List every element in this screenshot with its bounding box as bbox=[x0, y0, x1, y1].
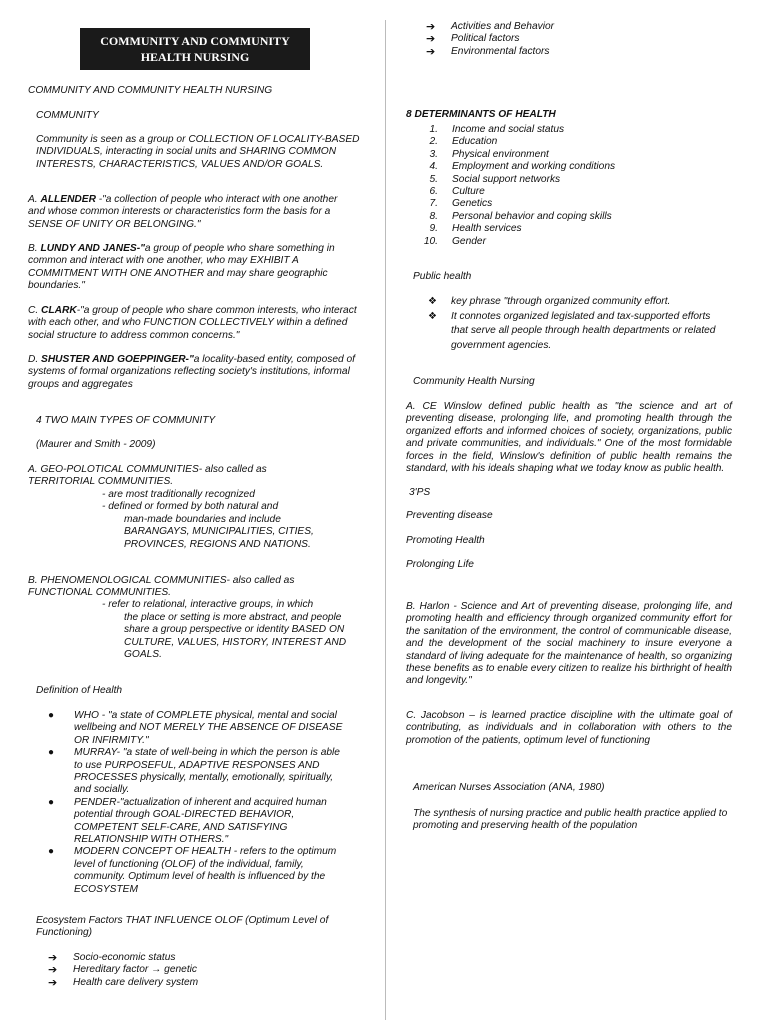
document-title bbox=[80, 28, 310, 70]
ps-item-1: Preventing disease bbox=[406, 510, 493, 521]
arrow-icon: ➔ bbox=[48, 964, 58, 977]
ps-item-3: Prolonging Life bbox=[406, 559, 474, 570]
list-item: ➔ Activities and Behavior bbox=[426, 21, 555, 33]
list-item: 6. Culture bbox=[429, 186, 485, 198]
diamond-icon: ❖ bbox=[428, 310, 437, 322]
list-item: 2. Education bbox=[429, 136, 498, 148]
jacobson-definition: C. Jacobson – is learned practice discipline with the ultimate goal of contributing, as individuals and in collaboration with others to the promotion of the patients, optimum level of functioning bbox=[406, 710, 732, 746]
author-name: LUNDY AND JANES-" bbox=[40, 243, 145, 254]
column-divider bbox=[385, 20, 386, 1020]
ecosystem-heading: Ecosystem Factors THAT INFLUENCE OLOF (Optimum Level of Functioning) bbox=[36, 915, 329, 939]
types-heading: 4 TWO MAIN TYPES OF COMMUNITY bbox=[36, 415, 216, 426]
geo-line-3: man-made boundaries and include BARANGAYS, MUNICIPALITIES, CITIES, PROVINCES, REGIONS AND NATIONS. bbox=[124, 514, 314, 550]
public-health-list bbox=[406, 295, 728, 353]
ecosystem-factors-continued bbox=[406, 21, 554, 58]
ana-definition: The synthesis of nursing practice and public health practice applied to promoting and preserving health of the population bbox=[413, 808, 728, 832]
title-line-1: COMMUNITY AND COMMUNITY bbox=[100, 34, 290, 48]
definition-shuster: D. SHUSTER AND GOEPPINGER-"a locality-based entity, composed of systems of formal organizations reflecting society's institutions, informal groups and aggregates bbox=[28, 354, 355, 390]
arrow-icon: ➔ bbox=[48, 976, 58, 989]
community-label: COMMUNITY bbox=[36, 110, 99, 121]
list-item: 10. Gender bbox=[423, 235, 486, 247]
list-item: ● MODERN CONCEPT OF HEALTH - refers to the optimum level of functioning (OLOF) of the individual, family, community. Optimum level of health is influenced by the ECOSYSTEM bbox=[48, 846, 337, 895]
definition-lundy-janes: B. LUNDY AND JANES-"a group of people who share something in common and interact with one another, who may EXHIBIT A COMMITMENT WITH ONE ANOTHER and may share geographic boundaries." bbox=[28, 243, 335, 292]
phen-line-2: the place or setting is more abstract, and people share a group perspective or identity BASED ON CULTURE, VALUES, HISTORY, INTEREST AND GOALS. bbox=[124, 612, 347, 661]
bullet-icon: ● bbox=[48, 747, 55, 759]
list-item: 7. Genetics bbox=[429, 198, 493, 210]
health-definitions-list bbox=[28, 710, 346, 896]
list-item: ➔ Socio-economic status bbox=[48, 952, 176, 964]
diamond-icon: ❖ bbox=[428, 296, 437, 307]
chn-heading: Community Health Nursing bbox=[413, 376, 535, 387]
geo-line-2: - defined or formed by both natural and bbox=[102, 501, 279, 512]
ana-heading: American Nurses Association (ANA, 1980) bbox=[413, 782, 605, 793]
list-item: ● PENDER-"actualization of inherent and acquired human potential through GOAL-DIRECTED BEHAVIOR, COMPETENT SELF-CARE, AND SATISFYING RELATIONSHIP WITH OTHERS." bbox=[48, 796, 327, 846]
determinants-list bbox=[406, 124, 706, 248]
definition-allender: A. ALLENDER -"a collection of people who interact with one another and whose common interests or characteristics form the basis for a SENSE OF UNITY OR BELONGING." bbox=[28, 194, 338, 230]
list-item: ➔ Political factors bbox=[426, 33, 520, 46]
ps-item-2: Promoting Health bbox=[406, 535, 485, 546]
list-item: ➔ Hereditary factor → genetic bbox=[48, 964, 198, 977]
ecosystem-factors-list bbox=[28, 952, 328, 989]
list-item: 4. Employment and working conditions bbox=[429, 161, 616, 173]
phen-line-1: - refer to relational, interactive groups, in which bbox=[102, 599, 314, 610]
arrow-icon: ➔ bbox=[426, 21, 436, 33]
list-item: ➔ Environmental factors bbox=[426, 45, 550, 58]
list-item: 5. Social support networks bbox=[429, 173, 561, 185]
harlon-definition: B. Harlon - Science and Art of preventing disease, prolonging life, and promoting health and efficiency through organized community effort for the sanitation of the environment, the control of communicable disease, and the development of the social machinery to insure everyone a standard of living adequate for the maintenance of health, so organizing these benefits as to enable every citizen to realize his birthright of health and longevity." bbox=[406, 601, 732, 687]
list-item: ● WHO - "a state of COMPLETE physical, mental and social wellbeing and NOT MERELY THE ABSENCE OF DISEASE OR INFIRMITY." bbox=[48, 710, 343, 746]
health-heading: Definition of Health bbox=[36, 685, 123, 696]
community-intro: Community is seen as a group or COLLECTION OF LOCALITY-BASED INDIVIDUALS, interacting in social units and SHARING COMMON INTERESTS, CHARACTERISTICS, VALUES AND/OR GOALS. bbox=[36, 134, 360, 170]
list-item: ❖ It connotes organized legislated and tax-supported efforts that serve all people through health departments or related government agencies. bbox=[428, 310, 716, 351]
phenomenological-heading: B. PHENOMENOLOGICAL COMMUNITIES- also called as FUNCTIONAL COMMUNITIES. bbox=[28, 575, 295, 599]
geo-political-heading: A. GEO-POLOTICAL COMMUNITIES- also called as TERRITORIAL COMMUNITIES. bbox=[28, 464, 267, 488]
arrow-icon: ➔ bbox=[48, 952, 58, 964]
list-item: ❖ key phrase "through organized community effort. bbox=[406, 295, 728, 310]
list-item: ➔ Health care delivery system bbox=[48, 976, 199, 989]
author-name: CLARK bbox=[41, 305, 77, 316]
list-item: 3. Physical environment bbox=[429, 148, 549, 160]
winslow-definition: A. CE Winslow defined public health as "the science and art of preventing disease, prolonging life, and promoting health through the organized efforts and informed choices of society, organizations, public and private communities, and individuals." One of the most formidable forces in the field, Winslow's definition of public health remains the standard, with his ideals shaping what we today know as public health. bbox=[406, 401, 732, 475]
bullet-icon: ● bbox=[48, 846, 55, 858]
three-ps-label: 3'PS bbox=[409, 487, 431, 498]
public-health-heading: Public health bbox=[413, 271, 472, 282]
definition-clark: C. CLARK-"a group of people who share common interests, who interact with each other, and who FUNCTION COLLECTIVELY within a defined social structure to address common concerns." bbox=[28, 305, 357, 341]
bullet-icon: ● bbox=[48, 796, 55, 808]
list-item: 8. Personal behavior and coping skills bbox=[429, 210, 612, 222]
arrow-icon: ➔ bbox=[426, 33, 436, 46]
determinants-heading: 8 DETERMINANTS OF HEALTH bbox=[406, 109, 556, 120]
author-name: ALLENDER bbox=[40, 194, 96, 205]
section-heading: COMMUNITY AND COMMUNITY HEALTH NURSING bbox=[28, 85, 273, 96]
arrow-icon: ➔ bbox=[426, 45, 436, 58]
list-item: 1. Income and social status bbox=[429, 124, 565, 135]
title-line-2: HEALTH NURSING bbox=[140, 50, 250, 64]
geo-line-1: - are most traditionally recognized bbox=[102, 489, 255, 500]
bullet-icon: ● bbox=[48, 710, 55, 721]
list-item: 9. Health services bbox=[429, 223, 522, 235]
list-item: ● MURRAY- "a state of well-being in which the person is able to use PURPOSEFUL, ADAPTIVE RESPONSES AND PROCESSES physically, mentally, emotionally, spiritually, and socially. bbox=[48, 747, 340, 796]
types-source: (Maurer and Smith - 2009) bbox=[36, 439, 156, 450]
author-name: SHUSTER AND GOEPPINGER-" bbox=[41, 354, 194, 365]
